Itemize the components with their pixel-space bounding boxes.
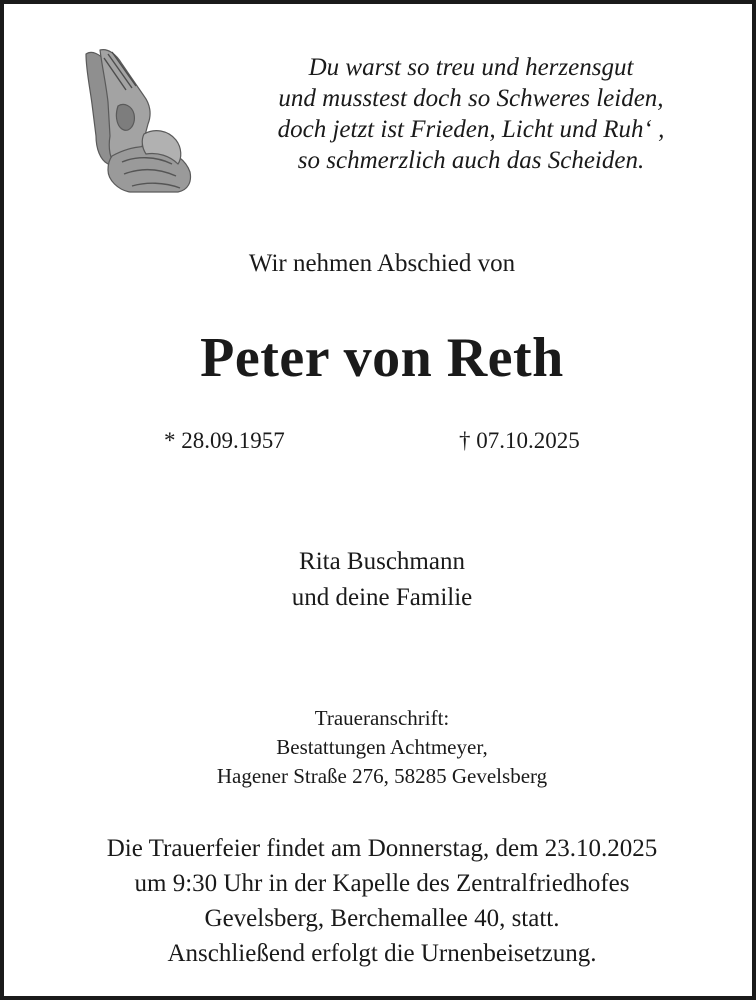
mourner-line: und deine Familie [291, 584, 473, 611]
address-label: Traueranschrift: [314, 706, 450, 730]
poem-line: Du warst so treu und herzensgut [308, 54, 634, 81]
address-line: Hagener Straße 276, 58285 Gevelsberg [216, 764, 548, 788]
address-line: Bestattungen Achtmeyer, [276, 735, 488, 759]
death-date: † 07.10.2025 [459, 428, 580, 453]
poem-line: so schmerzlich auch das Scheiden. [297, 147, 645, 174]
ceremony-line: Die Trauerfeier findet am Donnerstag, dem 23.10.2025 [106, 835, 658, 862]
praying-hands-icon [78, 44, 194, 194]
mourners [4, 544, 756, 616]
ceremony-line: um 9:30 Uhr in der Kapelle des Zentralfriedhofes [134, 870, 630, 897]
poem [236, 52, 706, 176]
ceremony-line: Gevelsberg, Berchemallee 40, statt. [204, 905, 560, 932]
ceremony-info [4, 831, 756, 971]
intro-text: Wir nehmen Abschied von [248, 250, 516, 277]
deceased-name: Peter von Reth [200, 327, 564, 389]
birth-date: * 28.09.1957 [164, 428, 285, 453]
mourner-line: Rita Buschmann [299, 548, 465, 575]
ceremony-line: Anschließend erfolgt die Urnenbeisetzung. [167, 940, 597, 967]
condolence-address [4, 704, 756, 791]
poem-line: und musstest doch so Schweres leiden, [278, 85, 664, 112]
poem-line: doch jetzt ist Frieden, Licht und Ruh‘ , [277, 116, 665, 143]
